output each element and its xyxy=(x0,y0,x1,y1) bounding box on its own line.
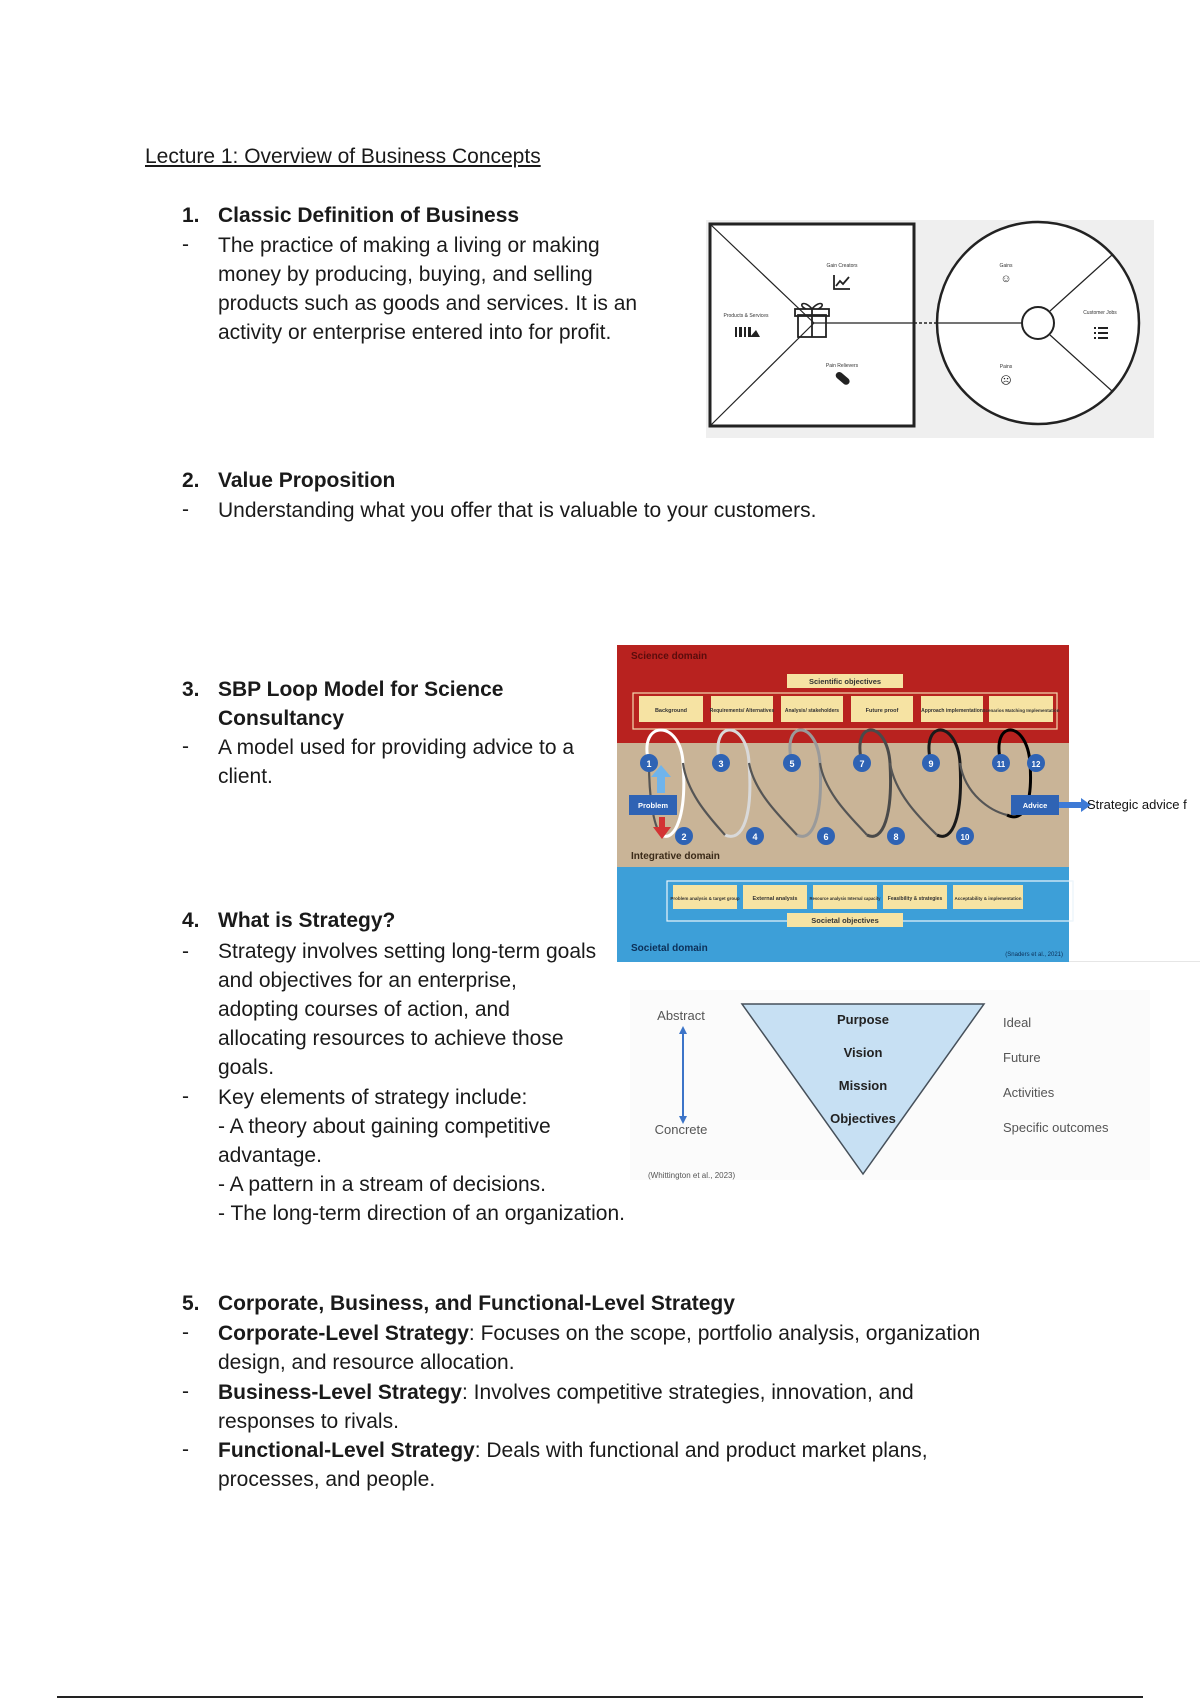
societal-box-label: Acceptability & implementation xyxy=(954,896,1022,901)
section-4-subpoint-2: - A pattern in a stream of decisions. xyxy=(218,1173,547,1196)
loop-number: 9 xyxy=(928,759,934,769)
problem-label: Problem xyxy=(637,801,669,810)
document-title: Lecture 1: Overview of Business Concepts xyxy=(145,145,541,168)
section-5-item-1 xyxy=(218,1319,1038,1377)
corporate-level-term: Corporate-Level Strategy xyxy=(218,1322,469,1345)
concrete-label: Concrete xyxy=(654,1122,708,1137)
pain-relievers-label: Pain Relievers xyxy=(825,363,859,369)
section-4-heading xyxy=(182,909,395,933)
loop-number: 12 xyxy=(1031,760,1041,769)
pyramid-citation: (Whittington et al., 2023) xyxy=(648,1171,736,1180)
science-box-label: Scenarios Matching Implementation xyxy=(982,708,1060,713)
strategic-advice-label: Strategic advice f xyxy=(1087,797,1187,812)
pyramid-level: Mission xyxy=(838,1078,888,1093)
bullet-dash: - xyxy=(182,233,189,256)
bullet-dash: - xyxy=(182,1438,189,1461)
section-1-title: Classic Definition of Business xyxy=(218,204,520,227)
section-4-number: 4. xyxy=(182,909,200,932)
loop-number: 6 xyxy=(823,832,829,842)
corporate-level-text: : Focuses on the scope, portfolio analysis, organization design, and resource allocation. xyxy=(218,1322,981,1374)
section-1-bullet-1: The practice of making a living or making money by producing, buying, and selling products such as goods and services. It is an activity or enterprise entered into for profit. xyxy=(218,234,638,344)
business-level-term: Business-Level Strategy xyxy=(218,1381,462,1404)
societal-domain-label: Societal domain xyxy=(631,943,708,954)
loop-number: 7 xyxy=(859,759,865,769)
smiley-icon: ☺ xyxy=(1000,273,1012,285)
societal-box-label: External analysis xyxy=(752,896,798,902)
science-box-label: Background xyxy=(654,708,688,714)
pyramid-right-label: Activities xyxy=(1003,1085,1055,1100)
business-level-text: : Involves competitive strategies, innovation, and responses to rivals. xyxy=(218,1381,914,1433)
section-3-number: 3. xyxy=(182,678,200,701)
customer-jobs-label: Customer Jobs xyxy=(1083,310,1117,316)
pyramid-level: Objectives xyxy=(830,1111,896,1126)
value-proposition-canvas xyxy=(706,220,1154,438)
science-box-label: Future proof xyxy=(865,708,899,714)
section-4-bullet-1: Strategy involves setting long-term goals and objectives for an enterprise, adopting courses of action, and allocating resources to achieve those goals. xyxy=(218,940,597,1079)
section-1-heading xyxy=(182,204,519,228)
bullet-dash: - xyxy=(182,1380,189,1403)
section-3-title-line1: SBP Loop Model for Science xyxy=(218,678,504,701)
functional-level-text: : Deals with functional and product market plans, processes, and people. xyxy=(218,1439,928,1491)
societal-objectives-label: Societal objectives xyxy=(811,916,879,925)
science-box-label: Requirements/ Alternatives xyxy=(709,708,775,714)
science-box-label: Approach implementation xyxy=(921,708,983,714)
section-2-bullet-1: Understanding what you offer that is valuable to your customers. xyxy=(218,499,817,522)
section-5-title: Corporate, Business, and Functional-Level Strategy xyxy=(218,1292,735,1315)
section-2-heading xyxy=(182,469,395,493)
customer-profile-circle xyxy=(937,222,1139,424)
section-3-bullet-1: A model used for providing advice to a client. xyxy=(218,736,575,788)
footer-divider xyxy=(57,1696,1143,1698)
societal-box-label: Resource analysis Internal capacity xyxy=(809,896,881,901)
abstract-label: Abstract xyxy=(657,1008,705,1023)
section-5-heading xyxy=(182,1292,735,1316)
pyramid-right-label: Future xyxy=(1003,1050,1041,1065)
pyramid-level: Vision xyxy=(843,1045,883,1060)
societal-box-label: Feasibility & strategies xyxy=(887,896,943,902)
loop-number: 4 xyxy=(752,832,758,842)
loop-number: 10 xyxy=(960,833,970,842)
loop-number: 5 xyxy=(789,759,795,769)
gains-label: Gains xyxy=(999,263,1013,269)
bullet-dash: - xyxy=(182,940,189,963)
loop-number: 3 xyxy=(718,759,724,769)
bullet-dash: - xyxy=(182,498,189,521)
section-1-number: 1. xyxy=(182,204,200,227)
loop-number: 2 xyxy=(681,832,687,842)
societal-boxes xyxy=(670,885,1023,909)
products-services-label: Products & Services xyxy=(723,313,769,319)
pyramid-level: Purpose xyxy=(836,1012,890,1027)
section-4-subpoint-3: - The long-term direction of an organization. xyxy=(218,1202,625,1225)
advice-label: Advice xyxy=(1022,801,1048,810)
section-3-heading xyxy=(182,675,504,733)
bullet-dash: - xyxy=(182,1321,189,1344)
frown-icon: ☹ xyxy=(1000,375,1012,387)
loop-number: 8 xyxy=(893,832,899,842)
functional-level-term: Functional-Level Strategy xyxy=(218,1439,475,1462)
societal-box-label: Problem analysis & target group xyxy=(670,896,740,901)
integrative-domain-label: Integrative domain xyxy=(631,851,720,862)
sbp-citation: (Snaders et al., 2021) xyxy=(1005,952,1063,958)
section-5-item-2 xyxy=(218,1378,1008,1436)
loop-number: 1 xyxy=(646,759,652,769)
section-4-title: What is Strategy? xyxy=(218,909,396,932)
bullet-dash: - xyxy=(182,1085,189,1108)
pains-label: Pains xyxy=(999,364,1013,370)
sbp-loop-model-diagram xyxy=(617,645,1200,962)
pyramid-right-label: Ideal xyxy=(1003,1015,1032,1030)
section-2-title: Value Proposition xyxy=(218,469,396,492)
pyramid-right-label: Specific outcomes xyxy=(1003,1120,1109,1135)
bullet-dash: - xyxy=(182,735,189,758)
gain-creators-label: Gain Creators xyxy=(826,263,858,269)
section-5-item-3 xyxy=(218,1436,1008,1494)
section-5-number: 5. xyxy=(182,1292,200,1315)
scientific-objectives-label: Scientific objectives xyxy=(808,677,882,686)
loop-number: 11 xyxy=(996,760,1006,769)
science-domain-label: Science domain xyxy=(631,651,708,662)
section-4-subpoint-1: - A theory about gaining competitive advantage. xyxy=(218,1115,551,1167)
section-3-title-line2: Consultancy xyxy=(218,707,345,730)
science-box-label: Analysis/ stakeholders xyxy=(784,708,840,714)
strategy-hierarchy-diagram xyxy=(630,990,1150,1180)
section-4-bullet-2: Key elements of strategy include: xyxy=(218,1086,528,1109)
section-2-number: 2. xyxy=(182,469,200,492)
